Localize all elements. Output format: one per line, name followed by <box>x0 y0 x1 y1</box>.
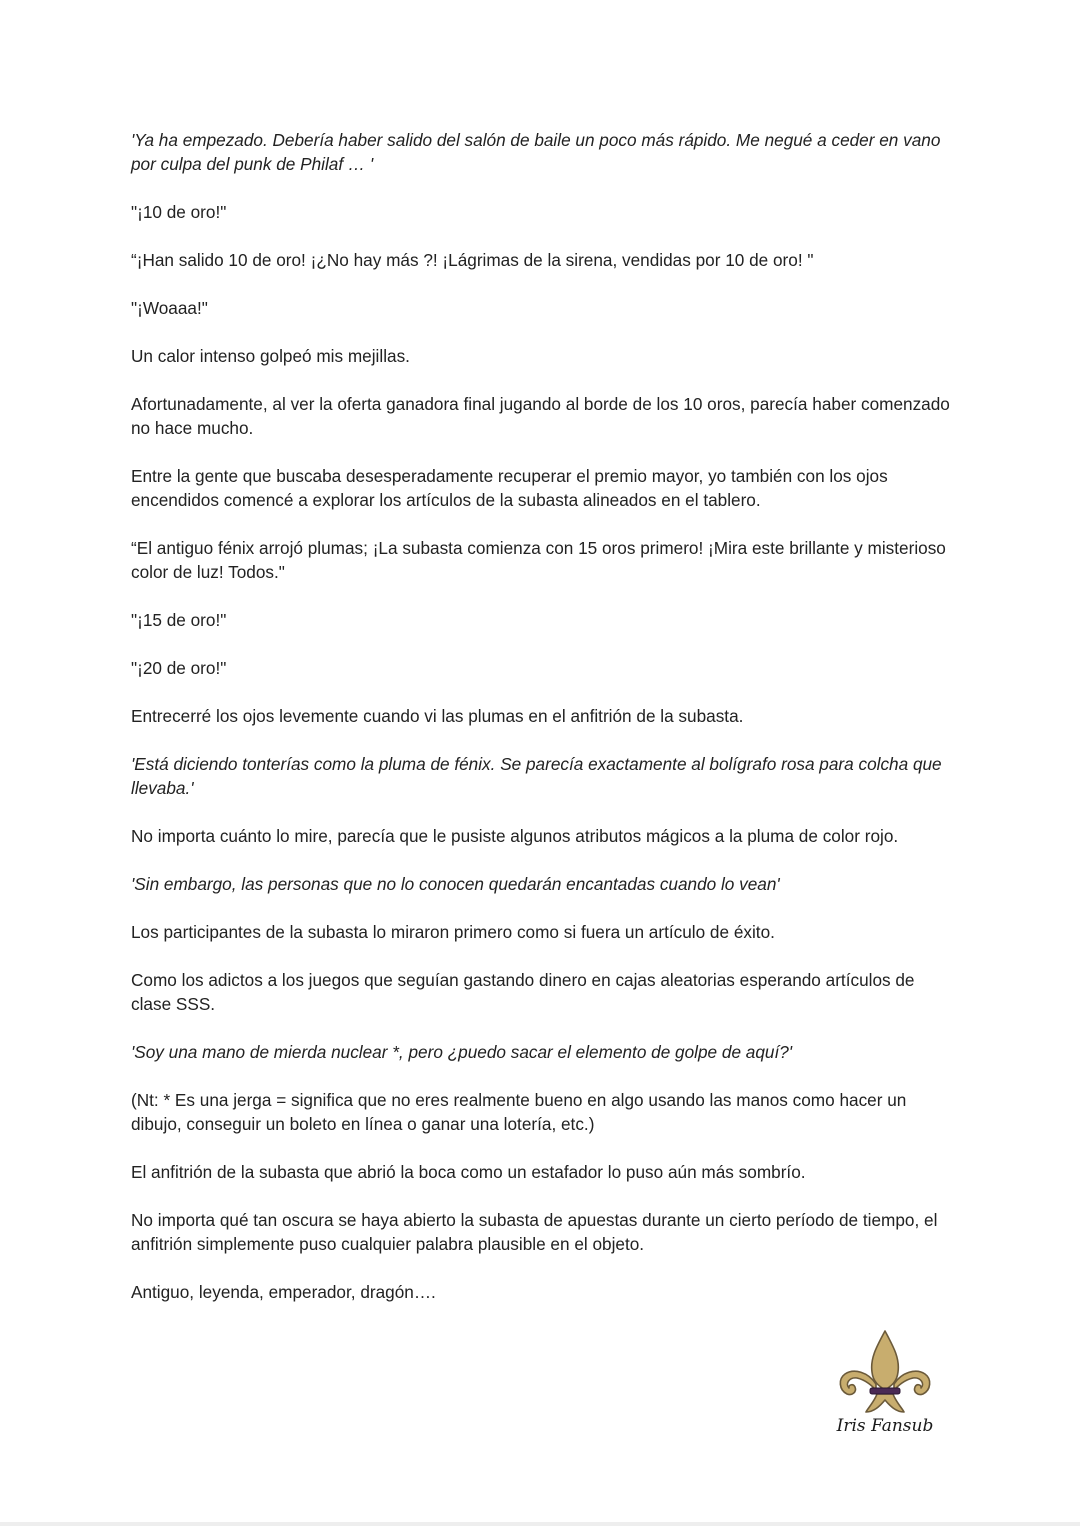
paragraph: “El antiguo fénix arrojó plumas; ¡La subasta comienza con 15 oros primero! ¡Mira este brillante y misterioso color de luz! Todos." <box>131 538 946 582</box>
paragraph-italic-thought: 'Está diciendo tonterías como la pluma de fénix. Se parecía exactamente al bolígrafo rosa para colcha que llevaba.' <box>131 754 942 798</box>
paragraph: "¡15 de oro!" <box>131 610 227 630</box>
paragraph-italic-thought: 'Soy una mano de mierda nuclear *, pero ¿puedo sacar el elemento de golpe de aquí?' <box>131 1042 793 1062</box>
paragraph: "¡Woaaa!" <box>131 298 208 318</box>
paragraph: (Nt: * Es una jerga = significa que no eres realmente bueno en algo usando las manos como hacer un dibujo, conseguir un boleto en línea o ganar una lotería, etc.) <box>131 1090 907 1134</box>
document-body <box>131 128 953 1328</box>
paragraph: Un calor intenso golpeó mis mejillas. <box>131 346 410 366</box>
paragraph: "¡10 de oro!" <box>131 202 227 222</box>
logo-text: Iris Fansub <box>836 1416 934 1436</box>
paragraph: "¡20 de oro!" <box>131 658 227 678</box>
paragraph: Como los adictos a los juegos que seguían gastando dinero en cajas aleatorias esperando artículos de clase SSS. <box>131 970 915 1014</box>
paragraph: Entre la gente que buscaba desesperadamente recuperar el premio mayor, yo también con los ojos encendidos comencé a explorar los artículos de la subasta alineados en el tablero. <box>131 466 888 510</box>
paragraph: Antiguo, leyenda, emperador, dragón…. <box>131 1282 436 1302</box>
paragraph-italic-thought: 'Ya ha empezado. Debería haber salido del salón de baile un poco más rápido. Me negué a ceder en vano por culpa del punk de Philaf … ' <box>131 130 941 174</box>
paragraph-italic-thought: 'Sin embargo, las personas que no lo conocen quedarán encantadas cuando lo vean' <box>131 874 780 894</box>
paragraph: Afortunadamente, al ver la oferta ganadora final jugando al borde de los 10 oros, parecía haber comenzado no hace mucho. <box>131 394 950 438</box>
paragraph: No importa cuánto lo mire, parecía que le pusiste algunos atributos mágicos a la pluma de color rojo. <box>131 826 899 846</box>
paragraph: Los participantes de la subasta lo miraron primero como si fuera un artículo de éxito. <box>131 922 775 942</box>
iris-fansub-logo <box>830 1328 940 1443</box>
paragraph: No importa qué tan oscura se haya abierto la subasta de apuestas durante un cierto período de tiempo, el anfitrión simplemente puso cualquier palabra plausible en el objeto. <box>131 1210 938 1254</box>
paragraph: “¡Han salido 10 de oro! ¡¿No hay más ?! ¡Lágrimas de la sirena, vendidas por 10 de oro! " <box>131 250 814 270</box>
fleur-de-lis-icon <box>830 1328 940 1418</box>
page-bottom-strip <box>0 1522 1080 1526</box>
logo-band <box>870 1388 900 1394</box>
paragraph: Entrecerré los ojos levemente cuando vi las plumas en el anfitrión de la subasta. <box>131 706 744 726</box>
paragraph: El anfitrión de la subasta que abrió la boca como un estafador lo puso aún más sombrío. <box>131 1162 806 1182</box>
